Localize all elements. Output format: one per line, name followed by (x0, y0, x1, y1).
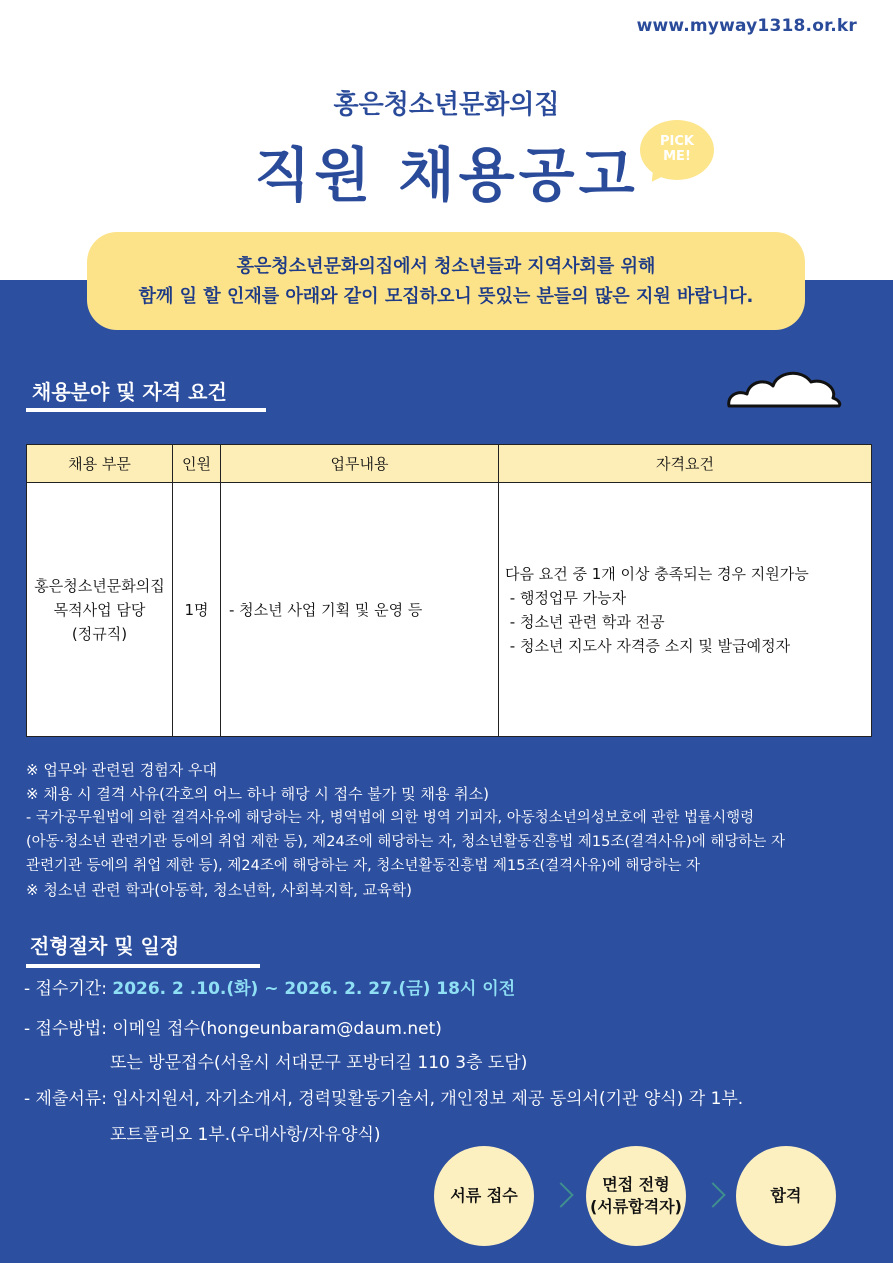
section-underline (26, 964, 260, 968)
period-value: 2026. 2 .10.(화) ~ 2026. 2. 27.(금) 18시 이전 (112, 979, 516, 999)
period-label: - 접수기간: (24, 979, 113, 999)
step-label: 합격 (770, 1186, 802, 1205)
pick-text: PICK (660, 134, 694, 149)
note-line: ※ 채용 시 결격 사유(각호의 어느 하나 해당 시 접수 불가 및 채용 취소) (26, 785, 489, 803)
table-header-row (27, 445, 872, 483)
intro-line-2: 함께 일 할 인재를 아래와 같이 모집하오니 뜻있는 분들의 많은 지원 바랍니다. (138, 286, 754, 307)
header-count: 인원 (173, 445, 221, 483)
dept-line: 목적사업 담당 (53, 600, 146, 619)
method-value: 이메일 접수(hongeunbaram@daum.net) (112, 1019, 442, 1039)
method-row-2: 또는 방문접수(서울시 서대문구 포방터길 110 3층 도담) (110, 1053, 528, 1073)
step-sublabel: (서류합격자) (590, 1197, 682, 1216)
dept-line: 홍은청소년문화의집 (34, 576, 165, 595)
page-title: 직원 채용공고 (254, 141, 639, 209)
requirement-line: - 행정업무 가능자 (505, 588, 627, 607)
section-title-requirements: 채용분야 및 자격 요건 (32, 380, 227, 404)
requirement-line: 다음 요건 중 1개 이상 충족되는 경우 지원가능 (505, 564, 809, 583)
requirement-line: - 청소년 지도사 자격증 소지 및 발급예정자 (505, 636, 791, 655)
step-document-submission (434, 1146, 534, 1246)
step-pass (736, 1146, 836, 1246)
header-requirements: 자격요건 (499, 445, 872, 483)
method-label: - 접수방법: (24, 1019, 113, 1039)
section-underline (26, 408, 266, 412)
intro-line-1: 홍은청소년문화의집에서 청소년들과 지역사회를 위해 (236, 256, 656, 277)
note-line: 관련기관 등에의 취업 제한 등), 제24조에 해당하는 자, 청소년활동진흥법 제15조(결격사유)에 해당하는 자 (26, 858, 701, 874)
me-text: ME! (663, 149, 691, 164)
note-line: - 국가공무원법에 의한 결격사유에 해당하는 자, 병역법에 의한 병역 기피자, 아동청소년의성보호에 관한 법률시행령 (26, 810, 755, 826)
method-row (24, 1014, 442, 1039)
step-label: 면접 전형 (602, 1175, 670, 1194)
website-url: www.myway1318.or.kr (636, 16, 857, 36)
count-cell: 1명 (173, 483, 221, 737)
notes-block (26, 758, 876, 902)
header-dept: 채용 부문 (27, 445, 173, 483)
dept-cell (27, 483, 173, 737)
requirements-cell (499, 483, 872, 737)
docs-value: 입사지원서, 자기소개서, 경력및활동기술서, 개인정보 제공 동의서(기관 양식) 각 1부. (112, 1089, 744, 1109)
intro-box (87, 232, 805, 330)
recruitment-table (26, 444, 872, 737)
step-interview (586, 1146, 686, 1246)
step-label: 서류 접수 (450, 1186, 518, 1205)
note-line: (아동·청소년 관련기관 등에의 취업 제한 등), 제24조에 해당하는 자, 청소년활동진흥법 제15조(결격사유)에 해당하는 자 (26, 834, 785, 850)
dept-line: (정규직) (71, 624, 128, 643)
header-duty: 업무내용 (221, 445, 499, 483)
period-row (24, 974, 515, 999)
organization-name: 홍은청소년문화의집 (333, 90, 560, 120)
docs-row (24, 1084, 743, 1109)
note-line: ※ 청소년 관련 학과(아동학, 청소년학, 사회복지학, 교육학) (26, 881, 412, 899)
section-title-procedure: 전형절차 및 일정 (30, 934, 180, 958)
docs-row-2: 포트폴리오 1부.(우대사항/자유양식) (110, 1125, 381, 1145)
pick-me-badge (640, 120, 716, 186)
requirement-line: - 청소년 관련 학과 전공 (505, 612, 665, 631)
duty-cell: - 청소년 사업 기획 및 운영 등 (221, 483, 499, 737)
docs-label: - 제출서류: (24, 1089, 113, 1109)
pick-me-text (640, 134, 714, 164)
table-row (27, 483, 872, 737)
note-line: ※ 업무와 관련된 경험자 우대 (26, 761, 218, 779)
cloud-icon (725, 364, 843, 410)
